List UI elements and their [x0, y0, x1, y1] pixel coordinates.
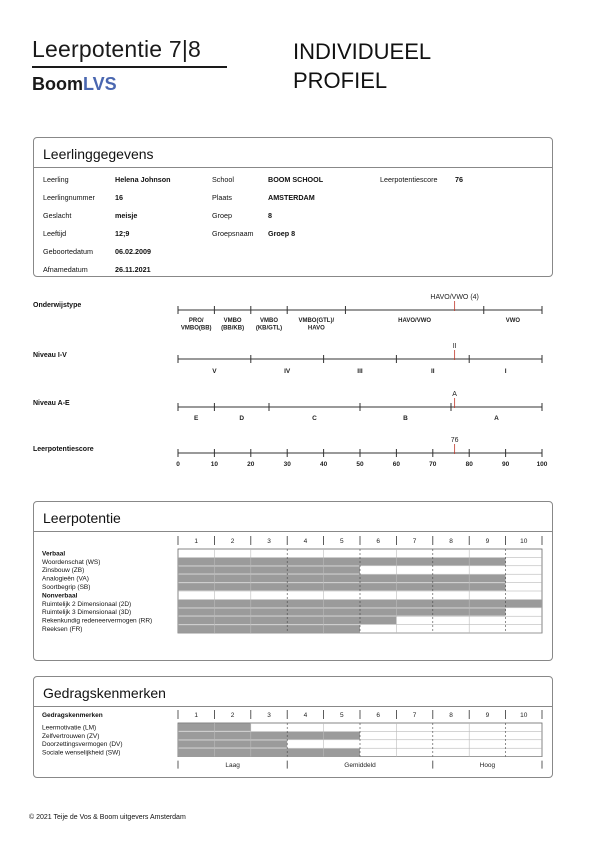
- score-tick-label: 100: [536, 461, 548, 468]
- column-label: 5: [339, 538, 344, 545]
- field-value-geboortedatum: 06.02.2009: [115, 247, 151, 256]
- field-label-geboortedatum: Geboortedatum: [43, 247, 93, 256]
- score-tick-label: 70: [429, 461, 437, 468]
- field-label-leerlingnummer: Leerlingnummer: [43, 193, 95, 202]
- column-label: 4: [303, 538, 308, 545]
- field-label-groepsnaam: Groepsnaam: [212, 229, 254, 238]
- field-value-geslacht: meisje: [115, 211, 138, 220]
- group-header-label: Gedragskenmerken: [42, 712, 103, 719]
- field-label-leerling: Leerling: [43, 175, 69, 184]
- onderwijstype-marker-label: HAVO/VWO (4): [430, 294, 479, 301]
- niveau-ae-category-label: C: [312, 415, 317, 422]
- field-value-afnamedatum: 26.11.2021: [115, 265, 151, 274]
- scale-label-onderwijstype: Onderwijstype: [33, 302, 82, 309]
- field-value-school: BOOM SCHOOL: [268, 175, 324, 184]
- field-value-groep: 8: [268, 211, 272, 220]
- field-value-leerling: Helena Johnson: [115, 175, 171, 184]
- column-label: 10: [520, 538, 528, 545]
- column-label: 3: [267, 538, 271, 545]
- document-title-line2: PROFIEL: [293, 68, 388, 93]
- brand-lvs: LVS: [83, 74, 117, 94]
- niveau-ae-category-label: D: [239, 415, 245, 422]
- row-label: Rekenkundig redeneervermogen (RR): [42, 617, 153, 625]
- product-logo-title: Leerpotentie 7|8: [32, 36, 202, 62]
- onderwijstype-category-label: VMBO(GTL)/: [298, 318, 335, 324]
- field-label-leerpotentiescore: Leerpotentiescore: [380, 175, 438, 184]
- column-label: 1: [194, 712, 199, 719]
- niveau-ae-marker-label: A: [452, 391, 457, 398]
- field-label-leeftijd: Leeftijd: [43, 229, 67, 238]
- row-label: Sociale wenselijkheid (SW): [42, 749, 121, 757]
- score-tick-label: 0: [176, 461, 180, 468]
- copyright-footer: © 2021 Teije de Vos & Boom uitgevers Amsterdam: [29, 814, 186, 821]
- score-tick-label: 10: [210, 461, 219, 468]
- onderwijstype-category-label: VMBO(BB): [180, 325, 212, 332]
- column-label: 6: [376, 712, 381, 719]
- onderwijstype-category-label: PRO/: [188, 318, 204, 324]
- row-label: Ruimtelijk 3 Dimensionaal (3D): [42, 609, 132, 617]
- row-label: Doorzettingsvermogen (DV): [42, 741, 123, 749]
- column-label: 2: [230, 712, 235, 719]
- column-label: 1: [194, 538, 199, 545]
- score-tick-label: 90: [501, 461, 510, 468]
- onderwijstype-category-label: VMBO: [223, 318, 242, 324]
- row-label: Soortbegrip (SB): [42, 584, 91, 591]
- field-value-leerpotentiescore: 76: [455, 175, 463, 184]
- niveau-iv-category-label: II: [430, 368, 435, 375]
- niveau-iv-category-label: V: [212, 368, 217, 375]
- leerpotentie-box: [33, 501, 553, 661]
- column-label: 10: [520, 712, 528, 719]
- field-value-leerlingnummer: 16: [115, 193, 123, 202]
- column-label: 6: [376, 538, 381, 545]
- field-label-groep: Groep: [212, 211, 232, 220]
- leerpotentie-title: Leerpotentie: [43, 510, 121, 526]
- scale-label-leerpotentiescore: Leerpotentiescore: [33, 446, 94, 453]
- field-label-afnamedatum: Afnamedatum: [43, 265, 88, 274]
- group-header-label: Verbaal: [42, 550, 66, 558]
- band-label: Gemiddeld: [344, 762, 376, 770]
- field-value-leeftijd: 12;9: [115, 229, 130, 238]
- brand-boom: Boom: [32, 74, 83, 94]
- gedrag-title: Gedragskenmerken: [43, 685, 166, 701]
- niveau-iv-category-label: IV: [284, 368, 291, 375]
- gedrag-header: [34, 677, 552, 707]
- leerpotentie-header: [34, 502, 552, 532]
- column-label: 8: [449, 538, 453, 545]
- column-label: 8: [449, 712, 453, 719]
- score-tick-label: 30: [283, 461, 291, 468]
- column-label: 5: [339, 712, 344, 719]
- niveau-ae-category-label: B: [403, 415, 408, 422]
- field-label-school: School: [212, 175, 234, 184]
- row-label: Zinsbouw (ZB): [42, 567, 85, 575]
- field-value-plaats: AMSTERDAM: [268, 193, 315, 202]
- band-label: Laag: [225, 762, 240, 770]
- score-tick-label: 80: [465, 461, 473, 468]
- score-marker-label: 76: [450, 437, 459, 444]
- row-label: Leermotivatie (LM): [42, 724, 97, 732]
- scale-label-niveau-ae: Niveau A-E: [33, 400, 70, 407]
- group-header-label: Nonverbaal: [42, 592, 78, 600]
- column-label: 4: [303, 712, 308, 719]
- niveau-iv-category-label: I: [504, 368, 507, 375]
- row-label: Reeksen (FR): [42, 626, 83, 633]
- column-label: 7: [412, 538, 417, 545]
- onderwijstype-category-label: (KB/GTL): [255, 325, 283, 332]
- scale-label-niveau-iv: Niveau I-V: [33, 352, 67, 359]
- niveau-iv-marker-label: II: [452, 343, 457, 350]
- onderwijstype-category-label: HAVO/VWO: [398, 318, 432, 324]
- column-label: 9: [485, 712, 490, 719]
- row-label: Zelfvertrouwen (ZV): [42, 732, 100, 740]
- onderwijstype-category-label: VMBO: [260, 318, 278, 324]
- field-label-plaats: Plaats: [212, 193, 232, 202]
- band-label: Hoog: [479, 762, 496, 770]
- score-tick-label: 60: [392, 461, 401, 468]
- gedrag-box: [33, 676, 553, 778]
- row-label: Analogieën (VA): [42, 575, 89, 583]
- row-label: Ruimtelijk 2 Dimensionaal (2D): [42, 600, 132, 608]
- onderwijstype-category-label: (BB/KB): [221, 325, 245, 332]
- column-label: 3: [267, 712, 271, 719]
- column-label: 2: [230, 538, 235, 545]
- niveau-ae-category-label: A: [494, 415, 499, 422]
- row-label: Woordenschat (WS): [42, 558, 101, 566]
- onderwijstype-category-label: HAVO: [307, 325, 325, 332]
- column-label: 7: [412, 712, 417, 719]
- student-info-title: Leerlinggegevens: [43, 146, 154, 162]
- onderwijstype-category-label: VWO: [505, 318, 521, 324]
- document-title-line1: INDIVIDUEEL: [293, 39, 432, 64]
- field-value-groepsnaam: Groep 8: [268, 229, 296, 238]
- niveau-iv-category-label: III: [357, 368, 363, 375]
- score-tick-label: 20: [247, 461, 255, 468]
- column-label: 9: [485, 538, 490, 545]
- score-tick-label: 40: [319, 461, 328, 468]
- score-tick-label: 50: [356, 461, 364, 468]
- field-label-geslacht: Geslacht: [43, 211, 72, 220]
- niveau-ae-category-label: E: [194, 415, 199, 422]
